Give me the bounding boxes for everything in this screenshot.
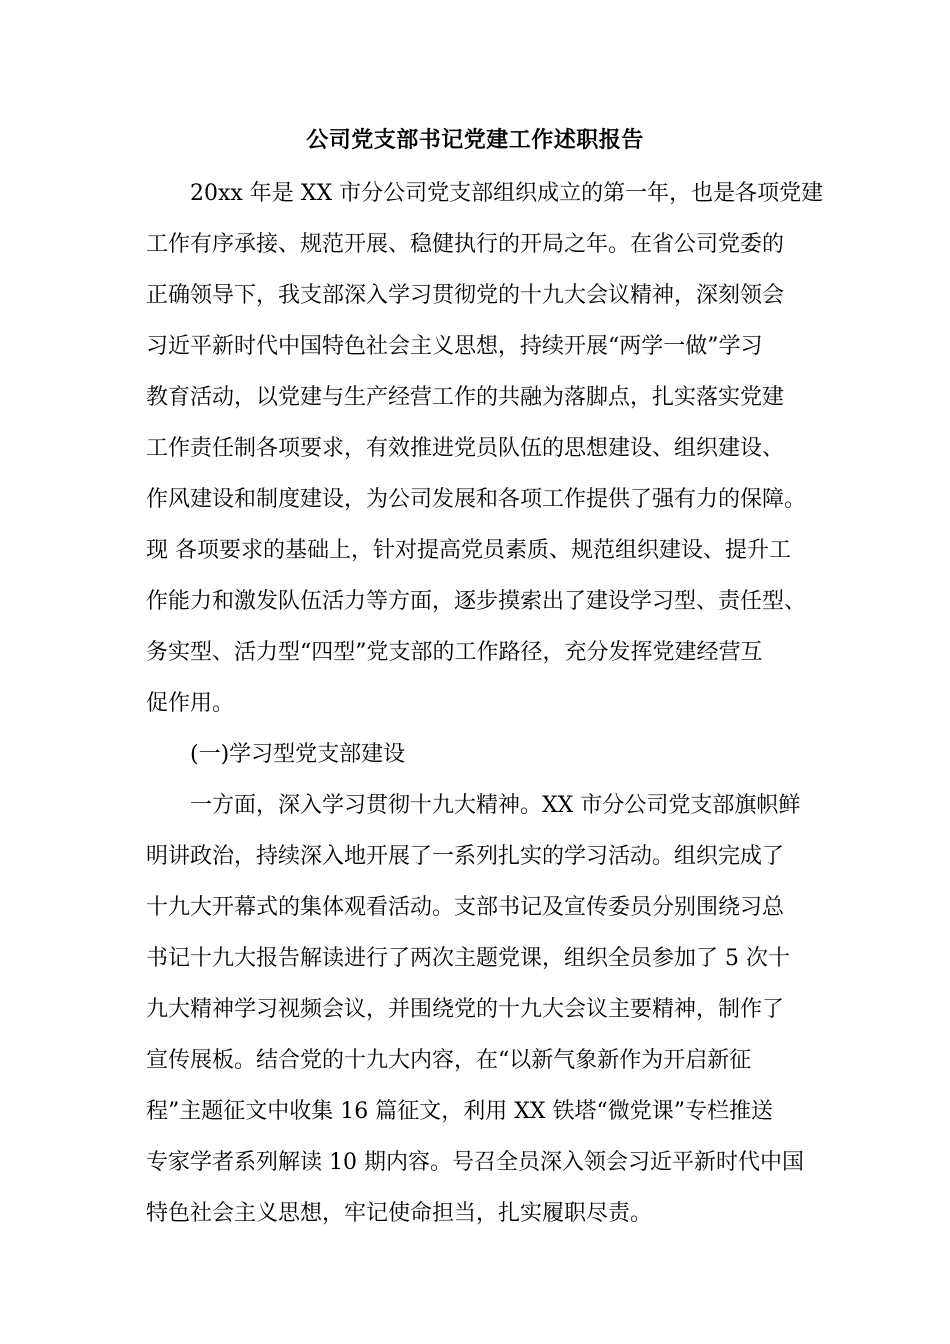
text-line-16: 书记十九大报告解读进行了两次主题党课，组织全员参加了 5 次十 <box>146 946 790 971</box>
text-line-5: 教育活动，以党建与生产经营工作的共融为落脚点，扎实落实党建 <box>146 385 785 410</box>
text-line-18: 宣传展板。结合党的十九大内容，在“以新气象新作为开启新征 <box>146 1048 752 1073</box>
text-line-3: 正确领导下，我支部深入学习贯彻党的十九大会议精神，深刻领会 <box>146 283 785 308</box>
text-line-9: 作能力和激发队伍活力等方面，逐步摸索出了建设学习型、责任型、 <box>146 589 807 614</box>
text-line-15: 十九大开幕式的集体观看活动。支部书记及宣传委员分别围绕习总 <box>146 895 785 920</box>
text-line-14: 明讲政治，持续深入地开展了一系列扎实的学习活动。组织完成了 <box>146 844 785 869</box>
text-line-11: 促作用。 <box>146 691 235 716</box>
text-line-13: 一方面，深入学习贯彻十九大精神。XX 市分公司党支部旗帜鲜 <box>190 793 801 818</box>
text-line-7: 作风建设和制度建设，为公司发展和各项工作提供了强有力的保障。 <box>146 487 807 512</box>
section-heading: (一)学习型党支部建设 <box>190 742 406 767</box>
text-line-21: 特色社会主义思想，牢记使命担当，扎实履职尽责。 <box>146 1201 653 1226</box>
text-line-20: 专家学者系列解读 10 期内容。号召全员深入领会习近平新时代中国 <box>146 1150 804 1175</box>
document-title: 公司党支部书记党建工作述职报告 <box>306 127 644 153</box>
text-line-8: 现 各项要求的基础上，针对提高党员素质、规范组织建设、提升工 <box>146 538 791 563</box>
text-line-10: 务实型、活力型“四型”党支部的工作路径，充分发挥党建经营互 <box>146 640 763 665</box>
text-line-6: 工作责任制各项要求，有效推进党员队伍的思想建设、组织建设、 <box>146 436 785 461</box>
text-line-4: 习近平新时代中国特色社会主义思想，持续开展“两学一做”学习 <box>146 334 763 359</box>
text-line-1: 20xx 年是 XX 市分公司党支部组织成立的第一年，也是各项党建 <box>190 181 824 206</box>
text-line-19: 程”主题征文中收集 16 篇征文，利用 XX 铁塔“微党课”专栏推送 <box>146 1099 774 1124</box>
text-line-2: 工作有序承接、规范开展、稳健执行的开局之年。在省公司党委的 <box>146 232 785 257</box>
text-line-17: 九大精神学习视频会议，并围绕党的十九大会议主要精神，制作了 <box>146 997 785 1022</box>
